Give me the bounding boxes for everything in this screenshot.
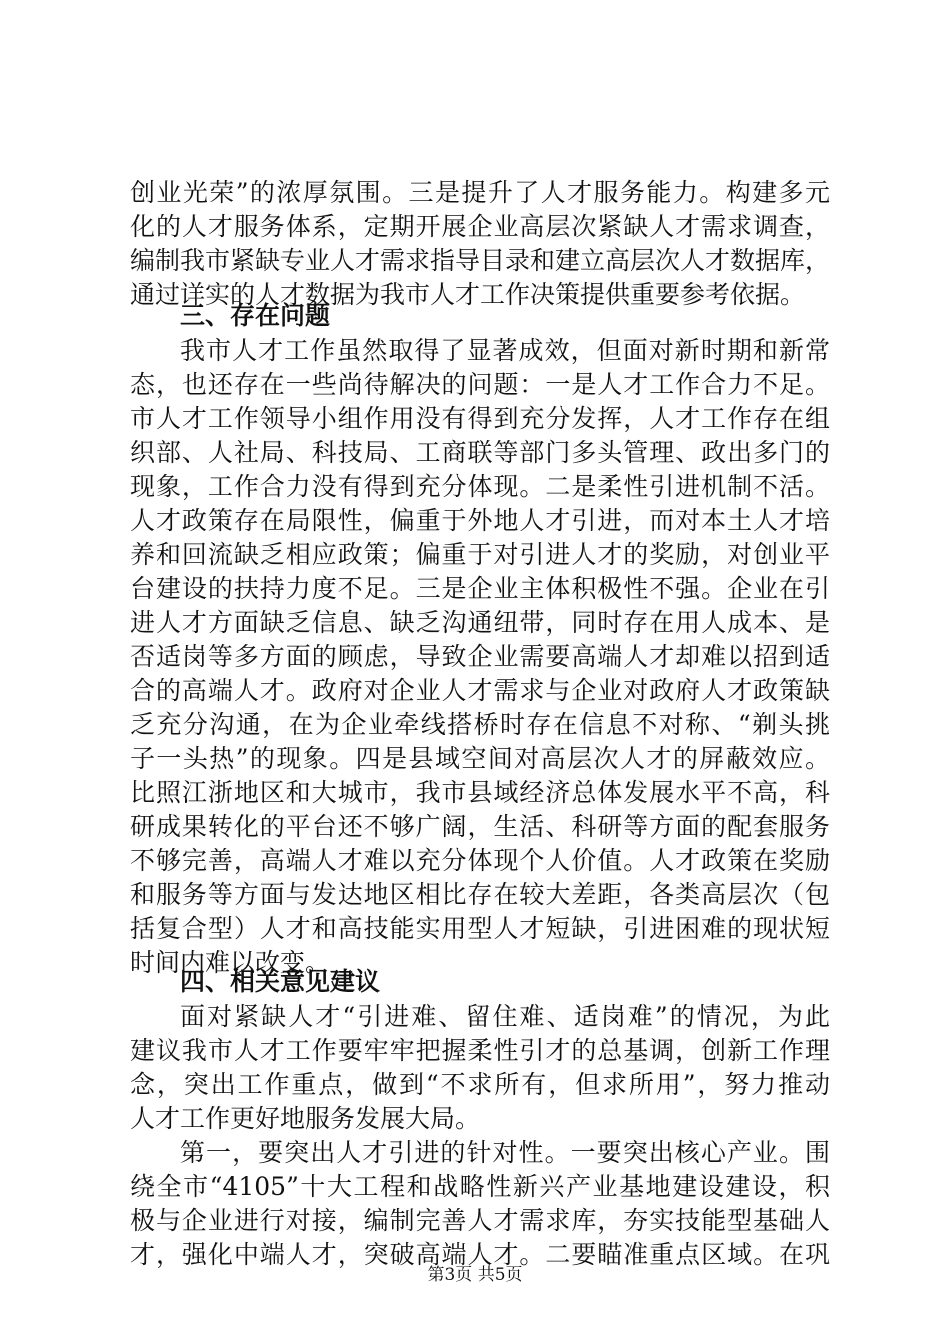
body-text-line: 现象，工作合力没有得到充分体现。二是柔性引进机制不活。 xyxy=(130,472,830,501)
body-text-line: 和服务等方面与发达地区相比存在较大差距，各类高层次（包 xyxy=(130,880,830,909)
body-text-line: 合的高端人才。政府对企业人才需求与企业对政府人才政策缺 xyxy=(130,676,830,705)
body-text-line: 人才工作更好地服务发展大局。 xyxy=(130,1104,481,1133)
body-text-line: 编制我市紧缺专业人才需求指导目录和建立高层次人才数据库， xyxy=(130,246,830,275)
body-text-line: 比照江浙地区和大城市，我市县域经济总体发展水平不高，科 xyxy=(130,778,830,807)
body-text-line: 人才政策存在局限性，偏重于外地人才引进，而对本土人才培 xyxy=(130,506,830,535)
body-text-line: 时间内难以改变。 xyxy=(130,948,331,977)
body-text-line: 养和回流缺乏相应政策；偏重于对引进人才的奖励，对创业平 xyxy=(130,540,830,569)
body-text-line: 念，突出工作重点，做到“不求所有，但求所用”，努力推动 xyxy=(130,1070,830,1099)
body-text-line: 建议我市人才工作要牢牢把握柔性引才的总基调，创新工作理 xyxy=(130,1036,830,1065)
section-heading: 三、存在问题 xyxy=(180,301,331,330)
body-text-line: 面对紧缺人才“引进难、留住难、适岗难”的情况，为此 xyxy=(180,1002,830,1031)
body-text-line: 台建设的扶持力度不足。三是企业主体积极性不强。企业在引 xyxy=(130,574,830,603)
body-text-line: 否适岗等多方面的顾虑，导致企业需要高端人才却难以招到适 xyxy=(130,642,830,671)
body-text-line: 极与企业进行对接，编制完善人才需求库，夯实技能型基础人 xyxy=(130,1206,830,1235)
body-text-line: 第一，要突出人才引进的针对性。一要突出核心产业。围 xyxy=(180,1138,830,1167)
body-text-line: 化的人才服务体系，定期开展企业高层次紧缺人才需求调查， xyxy=(130,212,830,241)
body-text-line: 括复合型）人才和高技能实用型人才短缺，引进困难的现状短 xyxy=(130,914,830,943)
body-text-line: 创业光荣”的浓厚氛围。三是提升了人才服务能力。构建多元 xyxy=(130,178,830,207)
body-text-line: 研成果转化的平台还不够广阔，生活、科研等方面的配套服务 xyxy=(130,812,830,841)
body-text-line: 不够完善，高端人才难以充分体现个人价值。人才政策在奖励 xyxy=(130,846,830,875)
body-text-line: 进人才方面缺乏信息、缺乏沟通纽带，同时存在用人成本、是 xyxy=(130,608,830,637)
body-text-line: 通过详实的人才数据为我市人才工作决策提供重要参考依据。 xyxy=(130,280,806,309)
body-text-line: 乏充分沟通，在为企业牵线搭桥时存在信息不对称、“剃头挑 xyxy=(130,710,830,739)
body-text-line: 市人才工作领导小组作用没有得到充分发挥，人才工作存在组 xyxy=(130,404,830,433)
body-text-line: 我市人才工作虽然取得了显著成效，但面对新时期和新常 xyxy=(180,336,830,365)
body-text-line: 才，强化中端人才，突破高端人才。二要瞄准重点区域。在巩 xyxy=(130,1240,830,1269)
body-text-line: 态，也还存在一些尚待解决的问题：一是人才工作合力不足。 xyxy=(130,370,830,399)
page-number-footer: 第3页 共5页 xyxy=(427,1265,523,1285)
section-heading: 四、相关意见建议 xyxy=(180,967,381,996)
body-text-line: 子一头热”的现象。四是县域空间对高层次人才的屏蔽效应。 xyxy=(130,744,830,773)
body-text-line: 织部、人社局、科技局、工商联等部门多头管理、政出多门的 xyxy=(130,438,830,467)
body-text-line: 绕全市“4105”十大工程和战略性新兴产业基地建设建设，积 xyxy=(130,1172,830,1201)
